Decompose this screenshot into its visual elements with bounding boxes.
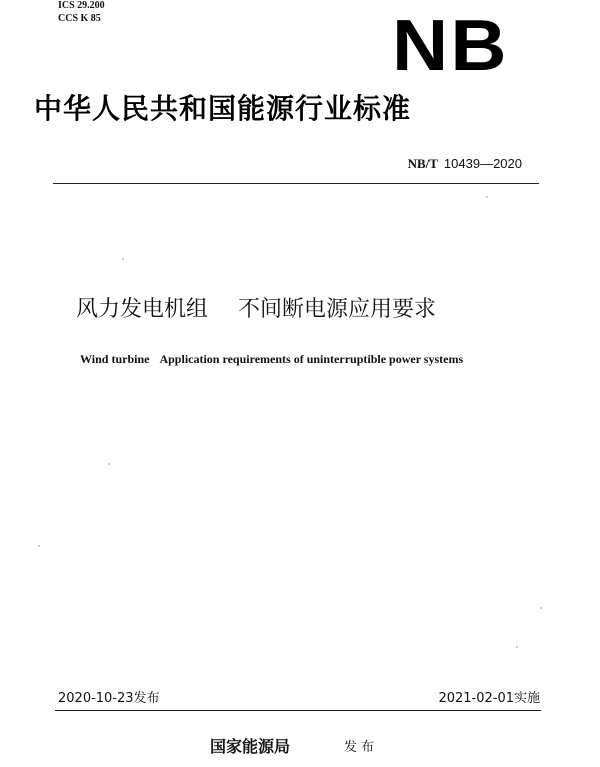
issue-date: 2020-10-23发布	[58, 691, 160, 706]
scan-speck	[38, 545, 40, 547]
document-title-cn	[76, 296, 436, 324]
standard-code-prefix: NB/T	[407, 156, 438, 171]
scan-speck	[108, 463, 110, 465]
top-divider	[53, 183, 539, 184]
ccs-number: CCS K 85	[58, 13, 101, 24]
document-title-en	[80, 351, 463, 367]
title-cn-part1: 风力发电机组	[76, 297, 209, 322]
scan-speck	[516, 646, 518, 648]
nb-logo: NB	[392, 6, 509, 86]
title-en-part1: Wind turbine	[80, 352, 150, 366]
bottom-divider	[55, 710, 541, 711]
ics-number: ICS 29.200	[58, 0, 105, 11]
title-en-part2: Application requirements of uninterruptible power systems	[159, 352, 464, 366]
standard-code-number: 10439—2020	[443, 156, 522, 171]
publisher-name: 国家能源局	[210, 737, 291, 756]
publish-action: 发布	[344, 740, 379, 755]
scan-speck	[486, 196, 488, 198]
scan-speck	[122, 258, 124, 260]
title-cn-part2: 不间断电源应用要求	[238, 297, 437, 322]
standard-type-heading: 中华人民共和国能源行业标准	[34, 92, 412, 125]
scan-speck	[540, 607, 542, 609]
implementation-date: 2021-02-01实施	[438, 691, 540, 706]
standard-code	[408, 156, 522, 172]
